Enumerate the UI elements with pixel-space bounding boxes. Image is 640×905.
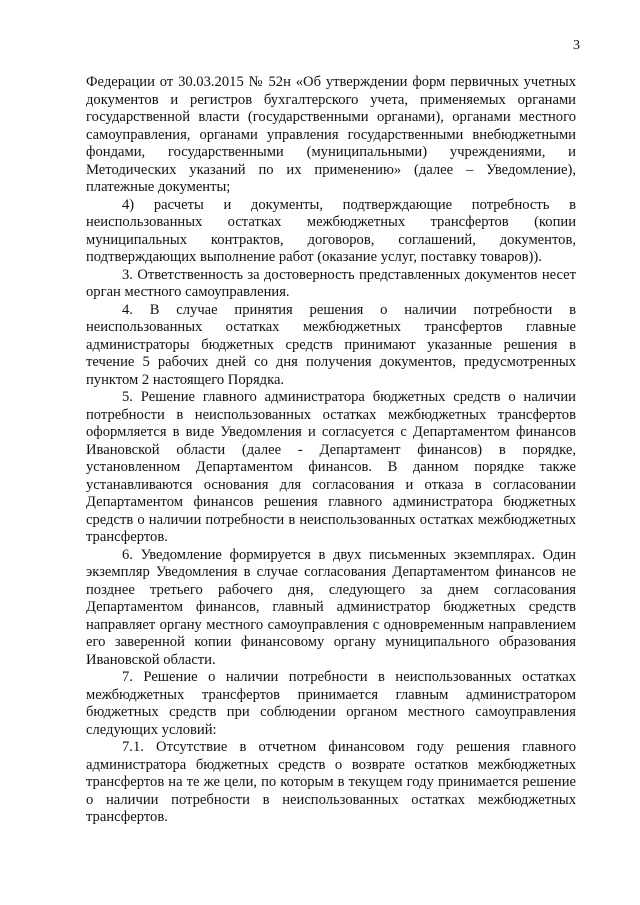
document-body [86, 74, 576, 827]
paragraph-clause-7-1: 7.1. Отсутствие в отчетном финансовом году решения главного администратора бюджетных средств о возврате остатков межбюджетных трансфертов на те же цели, по которым в текущем году принимается решение о наличии потребности в неиспользованных остатках межбюджетных трансфертов. [86, 739, 576, 825]
paragraph-item-4-calculations: 4) расчеты и документы, подтверждающие потребность в неиспользованных остатках межбюджетных трансфертов (копии муниципальных контрактов, договоров, соглашений, документов, подтверждающих выполнение работ (оказание услуг, поставку товаров)). [86, 196, 576, 265]
paragraph-clause-4-decision-term: 4. В случае принятия решения о наличии потребности в неиспользованных остатках межбюджетных трансфертов главные администраторы бюджетных средств принимают указанные решения в течение 5 рабочих дней со дня получения документов, предусмотренных пунктом 2 настоящего Порядка. [86, 301, 576, 388]
page-number: 3 [573, 38, 580, 53]
paragraph-clause-3-responsibility: 3. Ответственность за достоверность представленных документов несет орган местного самоуправления. [86, 266, 576, 300]
paragraph-clause-6-notification: 6. Уведомление формируется в двух письменных экземплярах. Один экземпляр Уведомления в случае согласования Департаментом финансов не позднее третьего рабочего дня, следующего за днем согласования Департаментом финансов, главный администратор бюджетных средств направляет органу местного самоуправления с одновременным направлением его заверенной копии финансовому органу муниципального образования Ивановской области. [86, 546, 576, 668]
paragraph-clause-7-conditions: 7. Решение о наличии потребности в неиспользованных остатках межбюджетных трансфертов принимается главным администратором бюджетных средств при соблюдении органом местного самоуправления следующих условий: [86, 669, 576, 738]
paragraph-continuation: Федерации от 30.03.2015 № 52н «Об утверждении форм первичных учетных документов и регистров бухгалтерского учета, применяемых органами государственной власти (государственными органами), органами местного самоуправления, органами управления государственными внебюджетными фондами, государственными (муниципальными) учреждениями, и Методических указаний по их применению» (далее – Уведомление), платежные документы; [86, 74, 576, 195]
paragraph-clause-5-approval: 5. Решение главного администратора бюджетных средств о наличии потребности в неиспользованных остатках межбюджетных трансфертов оформляется в виде Уведомления и согласуется с Департаментом финансов Ивановской области (далее - Департамент финансов) в порядке, установленном Департаментом финансов. В данном порядке также устанавливаются основания для согласования и отказа в согласовании Департаментом финансов решения главного администратора бюджетных средств о наличии потребности в неиспользованных остатках межбюджетных трансфертов. [86, 389, 576, 545]
